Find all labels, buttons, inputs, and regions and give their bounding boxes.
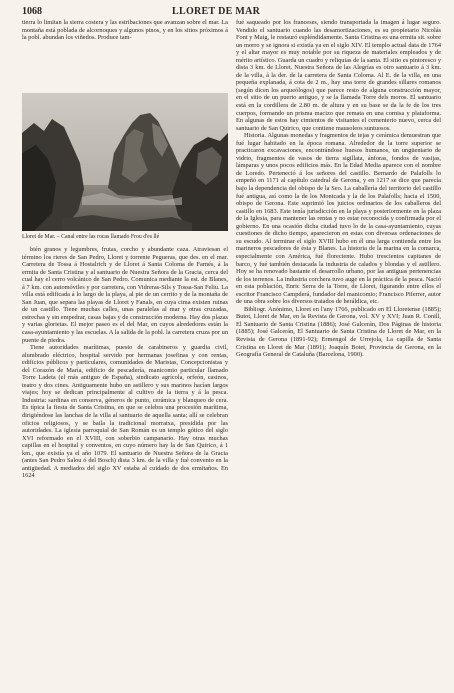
landscape-photo [22,93,228,231]
paragraph: bién granos y legumbres, frutas, corcho y abundante caza. Atraviesan el término los rieres de San Pedro, Lloret y torrente Pegueras, que des. en el mar. Carretera de Tossa á Hostalrich y de Lloret á Santa Coloma de Farnés, á la ermita de Santa Cristina y al santuario de Nuestra Señora de la Gracia, cerca del cual hay el cerro volcánico de San Pedro. Comunica mediante la est. de Blanes, á 7 km. con automóviles y por carretera, con Vidreras-Sils y Tossa-San Feliu. La villa está edificada á lo largo de la playa, al pie de un cerrito y de la montaña de San Juan, que separa las playas de Lloret y Fanals, en cuya cima existen ruinas de un castillo. Tiene muchas calles, unas paralelas al mar y otras cruzadas, estrechas y sin empedrar, casas bajas y de construcción moderna. Hay dos plazas y varias glorietas. El mejor paseo es el del Mar, en cuyos alrededores están la casa-ayuntamiento y las escuelas. A la salida de la pobl. la carretera cruza por un puente de piedra. [22,246,228,344]
page-number: 1068 [22,6,42,17]
running-title: LLORET DE MAR [172,6,261,17]
paragraph: Tiene autoridades marítimas, puesto de carabineros y guardia civil, alumbrado eléctrico, hospital servido por hermanas josefinas y con rentas, edificios públicos y particulares, comunidades de Maristas, Concepcionistas y del Corazón de María, edificio de pescadería, manicomio particular llamado Torre Ladeta (el más antiguo de España), sindicato agrícola, orfeón, casinos, teatro y dos cines. Antiguamente hubo un astillero y sus marinos hacían largos viajes; hoy se dedican principalmente al cultivo de la tierra y á la pesca. Industria: sardinas en conserva, géneros de punto, cerámica y blanqueo de cera. Es típica la fiesta de Santa Cristina, en que se celebra una procesión marítima, dirigiéndose las lanchas de la villa al santuario de aquella santa; allí se celebran oficios religiosos, y se baila la tradicional morratxa, presidida por las autoridades. La iglesia parroquial de San Román es un templo gótico del siglo XVI reformado en el XVIII, con soberbio campanario. Hay otras muchas capillas en el hospital y conventos, en cuyo número hay la de San Quirico, á 1 km., que existía ya el año 1079. El santuario de Nuestra Señora de la Gracia (antes San Pedro Salou ó del Bosch) dista 3 km. de la villa y fué convento en la antigüedad. A mediados del siglo XV estaba al cuidado de dos ermitaños. En 1624 [22,344,228,480]
right-column [236,19,441,359]
paragraph: Historia. Algunas monedas y fragmentos de tejas y cerámica demuestran que fué lugar habitado en la época romana. Alrededor de la torre superior se practicaron excavaciones, encontrándose huesos humanos, un ungüentario de vidrio, fragmentos de vasos de tierra sigillata, ánforas, fondos de vasijas, lámparas y unos pocos edificios más. En la Edad Media aparece con el nombre de Loredo. Perteneció á los señores del castillo. Bernardo de Palafolls lo empeñó en 1171 al capítulo catedral de Gerona, y en 1217 se dice que parecía bajo la dependencia del obispo de la Seo. La caballería del territorio del castillo fué antigua, así como la de los Montcada y la de los Palafolls; hacia el 1500, obispo de Gerona. Este suprimió los juicios ordinarios de los caballeros del castillo en 1683. Este tenía jurisdicción en la playa y posteriormente en la plaza de la Iglesia, para mantener las rentas y no estar reconocida y confirmada por el gobierno. En una ocasión dicha ciudad tuvo lo de la casa-ayuntamiento, cuyas cuestiones de dicho tiempo, aparecieron en estas con diversas ordenaciones de su escudo. Al terminar el siglo XVIII hubo en él una larga contienda entre los marineros pescadores de ésta y Blanes. La historia de la marina en la comarca, especialmente con América, fué floreciente. Hubo trescientos capitanes de barco, y fué también destacada la industria de calados y blondas y el astillero. Hoy se ha renovado bastante el desarrollo urbano, por las antiguas pertenencias de los terrenos. La industria corchera tuvo auge en la práctica de la pesca. Nació en esta población, Enric Serra de la Torre, de Lloret, figurando entre ellos el escritor Francisco Campderá, fundador del manicomio; Francisco Piferrer, autor de una obra sobre los diversos tratados de heráldica, etc. [236,132,441,306]
paragraph: fué saqueado por los franceses, siendo transportada la imagen á lugar seguro. Vendido el santuario cuando las desamortizaciones, es su propietario Nicolás Font y Maig, le restauró espléndidamente. Santa Cristina es una ermita sit. sobre un morro y se ignora si existía ya en el siglo XIV. El templo actual data de 1764 y el altar mayor es muy notable por su riqueza de materiales empleados y de mérito artístico. Guarda un cuadro y reliquias de la santa. El sitio es pintoresco y dista 3 km. de Lloret. Nuestra Señora de las Alegrías es otro santuario á 3 km. de la villa, á la der. de la carretera de Santa Coloma. Al E. de la villa, en una pequeña explanada, á cota de 2 m., hay una torre de grandes sillares romanos (según dicen los arqueólogos) que parece resto de alguna construcción mayor, en el sitio de un puerto antiguo, y se la llamada Torre dels moros. El santuario está en la cordillera de 2.80 m. de altura y en su base se da la fe de los tres cuerpos, formando un prisma macizo que remata en una cornisa y plataforma. En algunas de estos hay cimientos de visitantes el cementerio nuevo, cerca del santuario de San Quirico, que contiene mausoleos suntuosos. [236,19,441,132]
left-column-bottom [22,246,228,480]
paragraph: Bibliogr. Anónimo, Lloret en l'any 1766, publicado en El Lloretense (1885); Butot, Lloret de Mar, en la Revista de Gerona, vol. XV y XVI; Juan R. Conill, El Santuario de Santa Cristina (1886); José Galcerán, Dos Páginas de historia (1885); José Galcerán, El Santuario de Santa Cristina de Lloret de Mar, en la Revista de Gerona (1891-92); Ermengol de Urrejola, La capilla de Santa Cristina en Lloret de Mar (1891); Joaquín Botet, Provincia de Gerona, en la Geografía General de Cataluña (Barcelona, 1900). [236,305,441,359]
left-column-top [22,19,228,42]
paragraph: tierra lo limitan la sierra costera y las estribaciones que avanzan sobre el mar. La montaña está poblada de alcornoques y algunos pinos, y en los sitios próximos á la pobl. abundan los viñedos. Produce tam- [22,19,228,42]
coastal-rocks-illustration [22,93,228,231]
figure-caption: Lloret de Mar. – Canal entre las rocas llamado Frou d'es llé [22,234,160,240]
